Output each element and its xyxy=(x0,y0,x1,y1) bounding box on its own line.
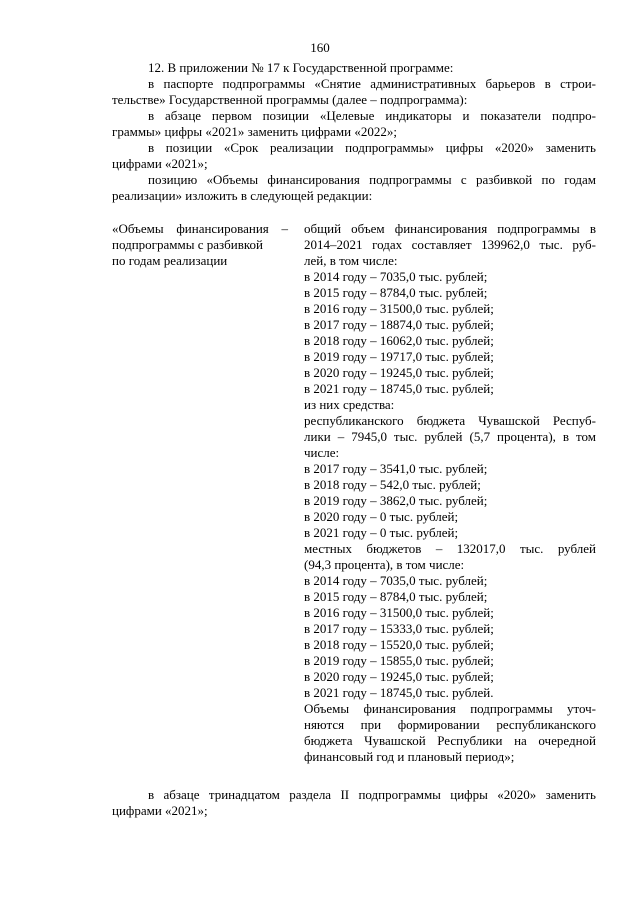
intro-line: граммы» цифры «2021» заменить цифрами «2022»; xyxy=(112,124,397,139)
right-column-line: в 2015 году – 8784,0 тыс. рублей; xyxy=(304,285,488,300)
right-column-line: няются при формировании республиканского xyxy=(304,717,596,732)
intro-line: в паспорте подпрограммы «Снятие административных барьеров в строи- xyxy=(148,76,596,91)
right-column-line: в 2021 году – 18745,0 тыс. рублей; xyxy=(304,381,494,396)
right-column-line: в 2018 году – 15520,0 тыс. рублей; xyxy=(304,637,494,652)
right-column-line: местных бюджетов – 132017,0 тыс. рублей xyxy=(304,541,596,556)
right-column-line: Объемы финансирования подпрограммы уточ- xyxy=(304,701,596,716)
right-column-line: в 2021 году – 18745,0 тыс. рублей. xyxy=(304,685,494,700)
intro-line: тельстве» Государственной программы (далее – подпрограмма): xyxy=(112,92,468,107)
right-column-line: в 2016 году – 31500,0 тыс. рублей; xyxy=(304,301,494,316)
left-column-line: по годам реализации xyxy=(112,253,228,268)
page-number: 160 xyxy=(310,40,330,55)
footer-line: цифрами «2021»; xyxy=(112,803,208,818)
right-column-line: из них средства: xyxy=(304,397,395,412)
right-column-line: в 2018 году – 542,0 тыс. рублей; xyxy=(304,477,481,492)
intro-line: в абзаце первом позиции «Целевые индикаторы и показатели подпро- xyxy=(148,108,596,123)
right-column-line: в 2020 году – 19245,0 тыс. рублей; xyxy=(304,365,494,380)
right-column-line: 2014–2021 годах составляет 139962,0 тыс. руб- xyxy=(304,237,596,252)
right-column-line: числе: xyxy=(304,445,340,460)
right-column-line: в 2021 году – 0 тыс. рублей; xyxy=(304,525,459,540)
right-column-line: в 2017 году – 18874,0 тыс. рублей; xyxy=(304,317,494,332)
right-column-line: финансовый год и плановый период»; xyxy=(304,749,515,764)
right-column-line: общий объем финансирования подпрограммы в xyxy=(304,221,596,236)
right-column-line: в 2014 году – 7035,0 тыс. рублей; xyxy=(304,269,488,284)
right-column-line: в 2019 году – 19717,0 тыс. рублей; xyxy=(304,349,494,364)
intro-line: реализации» изложить в следующей редакции: xyxy=(112,188,373,203)
intro-line: цифрами «2021»; xyxy=(112,156,208,171)
left-column-line: подпрограммы с разбивкой xyxy=(112,237,263,252)
footer-line: в абзаце тринадцатом раздела II подпрограммы цифры «2020» заменить xyxy=(148,787,596,802)
intro-line: 12. В приложении № 17 к Государственной программе: xyxy=(148,60,454,75)
table-left-column xyxy=(112,221,288,269)
right-column-line: лики – 7945,0 тыс. рублей (5,7 процента), в том xyxy=(304,429,596,444)
right-column-line: лей, в том числе: xyxy=(304,253,398,268)
right-column-line: в 2017 году – 3541,0 тыс. рублей; xyxy=(304,461,488,476)
intro-line: в позиции «Срок реализации подпрограммы» цифры «2020» заменить xyxy=(148,140,596,155)
right-column-line: в 2016 году – 31500,0 тыс. рублей; xyxy=(304,605,494,620)
footer-paragraph xyxy=(112,787,596,819)
intro-line: позицию «Объемы финансирования подпрограммы с разбивкой по годам xyxy=(148,172,596,187)
right-column-line: республиканского бюджета Чувашской Респуб- xyxy=(304,413,596,428)
right-column-line: в 2018 году – 16062,0 тыс. рублей; xyxy=(304,333,494,348)
right-column-line: в 2020 году – 19245,0 тыс. рублей; xyxy=(304,669,494,684)
table-right-column xyxy=(304,221,596,765)
right-column-line: в 2017 году – 15333,0 тыс. рублей; xyxy=(304,621,494,636)
intro-paragraphs xyxy=(112,60,596,204)
right-column-line: в 2020 году – 0 тыс. рублей; xyxy=(304,509,459,524)
right-column-line: в 2015 году – 8784,0 тыс. рублей; xyxy=(304,589,488,604)
right-column-line: в 2019 году – 15855,0 тыс. рублей; xyxy=(304,653,494,668)
left-column-line: «Объемы финансирования – xyxy=(112,221,288,236)
right-column-line: бюджета Чувашской Республики на очередной xyxy=(304,733,596,748)
right-column-line: в 2014 году – 7035,0 тыс. рублей; xyxy=(304,573,488,588)
right-column-line: (94,3 процента), в том числе: xyxy=(304,557,465,572)
right-column-line: в 2019 году – 3862,0 тыс. рублей; xyxy=(304,493,488,508)
